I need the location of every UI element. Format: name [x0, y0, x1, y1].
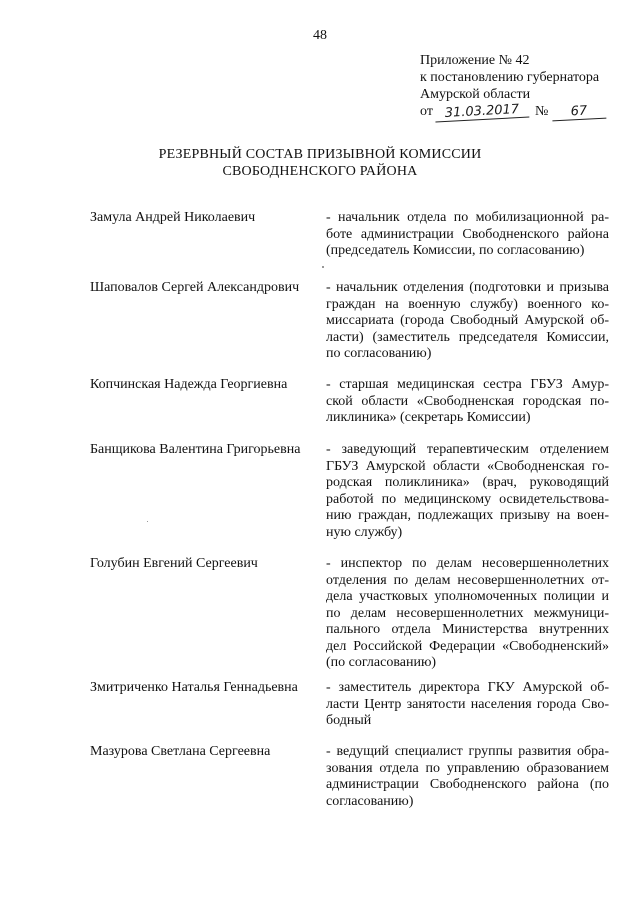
member-role-line: (по согласованию)	[326, 655, 437, 670]
scan-speck	[147, 521, 148, 522]
member-role-line: по согласованию)	[326, 346, 432, 361]
member-role-line: - заместитель директора ГКУ Амурской об-	[326, 680, 609, 695]
title-line-1: РЕЗЕРВНЫЙ СОСТАВ ПРИЗЫВНОЙ КОМИССИИ	[158, 147, 482, 162]
appendix-line-1: Приложение № 42	[420, 53, 530, 68]
number-prefix: №	[534, 104, 549, 119]
member-role	[326, 556, 609, 672]
handwritten-date: 31.03.2017	[435, 102, 530, 123]
member-name: Банщикова Валентина Григорьевна	[90, 442, 301, 457]
member-role-line: дела участковых уполномоченных полиции и	[326, 589, 609, 604]
member-role-line: бодный	[326, 713, 372, 728]
member-entry	[90, 680, 609, 730]
member-role-line: ГБУЗ Амурской области «Свободненская го-	[326, 458, 609, 474]
member-role-line: работой по медицинскому освидетельствова-	[326, 491, 609, 507]
page-number: 48	[313, 28, 327, 43]
appendix-line-2: к постановлению губернатора	[420, 70, 600, 85]
member-name: Голубин Евгений Сергеевич	[90, 556, 258, 571]
member-name: Копчинская Надежда Георгиевна	[90, 377, 288, 392]
date-prefix: от	[420, 104, 433, 119]
member-role	[326, 680, 609, 730]
member-role-line: согласованию)	[326, 793, 414, 809]
member-role	[326, 280, 609, 363]
member-entry	[90, 210, 609, 260]
member-role-line: ласти) (заместитель председателя Комиссии,	[326, 329, 609, 345]
member-role-line: ликлиника» (секретарь Комиссии)	[326, 410, 531, 425]
member-role-line: (председатель Комиссии, по согласованию)	[326, 243, 585, 258]
member-role-line: отделения по делам несовершеннолетних от-	[326, 572, 609, 588]
member-entry	[90, 377, 609, 427]
member-role-line: миссариата (города Свободный Амурской об-	[326, 313, 609, 328]
document-title	[0, 146, 640, 180]
member-role-line: администрации Свободненского района (по	[326, 777, 609, 792]
member-role-line: боте администрации Свободненского района	[326, 226, 609, 242]
member-role	[326, 442, 609, 541]
appendix-block	[420, 52, 606, 120]
member-entry	[90, 280, 609, 363]
appendix-date-line	[420, 103, 606, 120]
member-name: Мазурова Светлана Сергеевна	[90, 744, 271, 759]
member-role-line: нию граждан, подлежащих призыву на воен-	[326, 508, 609, 523]
member-name: Шаповалов Сергей Александрович	[90, 280, 300, 295]
member-role-line: зования отдела по управлению образованием	[326, 760, 609, 776]
member-entry	[90, 442, 609, 541]
title-line-2: СВОБОДНЕНСКОГО РАЙОНА	[222, 164, 418, 179]
member-role-line: - заведующий терапевтическим отделением	[326, 442, 609, 457]
appendix-line-3: Амурской области	[420, 87, 531, 102]
member-name: Змитриченко Наталья Геннадьевна	[90, 680, 298, 695]
member-role-line: - ведущий специалист группы развития обра-	[326, 744, 609, 759]
member-entry	[90, 556, 609, 672]
handwritten-number: 67	[552, 103, 607, 122]
member-role-line: ской области «Свободненская городская по-	[326, 393, 609, 409]
member-role-line: дел Российской Федерации «Свободненский»	[326, 638, 609, 654]
member-role-line: - начальник отдела по мобилизационной ра-	[326, 210, 609, 225]
member-role-line: - инспектор по делам несовершеннолетних	[326, 556, 609, 571]
member-role-line: - старшая медицинская сестра ГБУЗ Амур-	[326, 377, 609, 392]
member-role-line: - начальник отделения (подготовки и призыва	[326, 280, 609, 295]
member-role-line: родская поликлиника» (врач, руководящий	[326, 475, 609, 490]
member-role-line: ласти Центр занятости населения города Сво-	[326, 696, 609, 712]
scan-speck	[322, 266, 324, 268]
member-role-line: граждан на военную службу) военного ко-	[326, 296, 609, 312]
member-entry	[90, 744, 609, 810]
member-role	[326, 377, 609, 427]
member-role	[326, 210, 609, 260]
member-role	[326, 744, 609, 810]
member-role-line: по делам несовершеннолетних межмуници-	[326, 605, 609, 621]
member-name: Замула Андрей Николаевич	[90, 210, 256, 225]
member-role-line: пального отдела Министерства внутренних	[326, 622, 609, 637]
member-role-line: ную службу)	[326, 524, 403, 540]
